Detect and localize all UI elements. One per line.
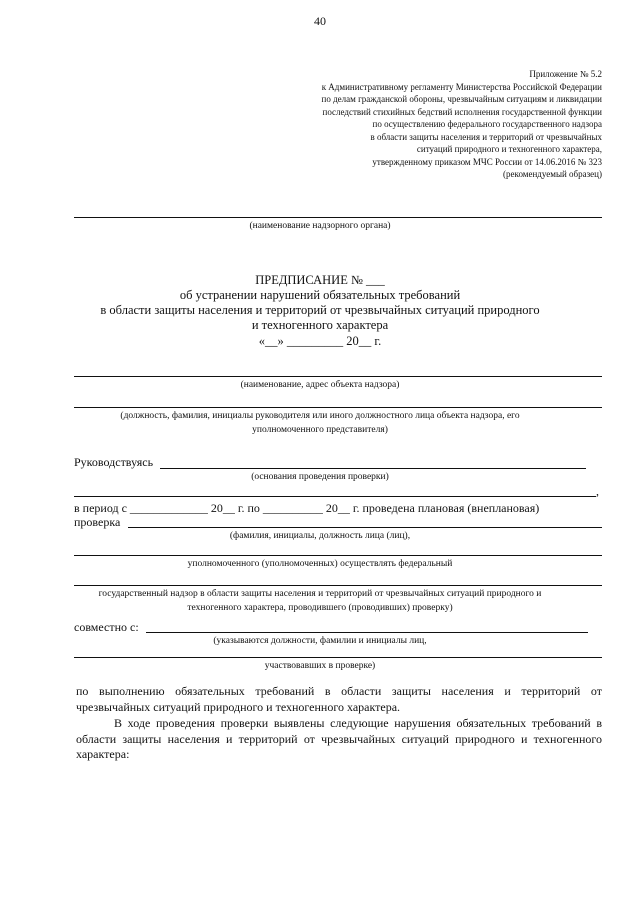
title-subject: об устранении нарушений обязательных требований [179,288,461,302]
appendix-line: по осуществлению федерального государственного надзора [372,119,602,129]
period-text: в период с _____________ 20__ г. по __________ 20__ г. проведена плановая (внеплановая) [74,501,540,515]
appendix-line: ситуаций природного и техногенного характера, [416,144,602,154]
authority-line [74,217,602,218]
participants-caption: (указываются должности, фамилии и инициалы лиц, [213,636,427,646]
supervision-caption-2: техногенного характера, проводившего (проводивших) проверку) [187,603,453,613]
title-subject-2: в области защиты населения и территорий от чрезвычайных ситуаций природного [100,303,540,317]
appendix-header [322,68,602,181]
grounds-comma: , [596,484,599,498]
supervision-caption: государственный надзор в области защиты населения и территорий от чрезвычайных ситуаций природного и [98,589,542,599]
inspector-caption: (фамилия, инициалы, должность лица (лиц), [229,531,411,541]
body-text [76,684,602,763]
document-title: ПРЕДПИСАНИЕ № ___ [255,273,385,287]
authority-caption: (наименование надзорного органа) [249,221,391,231]
jointly-label: совместно с: [74,620,139,634]
title-subject-3: и техногенного характера [251,318,389,332]
appendix-line: к Административному регламенту Министерства Российской Федерации [321,81,602,92]
participants-line [74,657,602,658]
page-number: 40 [314,14,326,28]
appendix-sample-note: (рекомендуемый образец) [503,169,602,179]
check-label: проверка [74,515,121,529]
object-caption: (наименование, адрес объекта надзора) [240,380,400,390]
jointly-line [146,632,588,633]
official-caption: (должность, фамилия, инициалы руководителя или иного должностного лица объекта надзора, его [120,411,520,421]
grounds-line-2 [74,496,596,497]
appendix-line: последствий стихийных бедствий исполнения государственной функции [322,106,602,117]
document-date: «__» _________ 20__ г. [258,334,382,348]
authorized-caption: уполномоченного (уполномоченных) осуществлять федеральный [187,559,453,569]
body-paragraph-2: В ходе проведения проверки выявлены следующие нарушения обязательных требований в области защиты населения и территорий от чрезвычайных ситуаций природного и техногенного характера: [76,716,602,761]
body-paragraph-1: по выполнению обязательных требований в области защиты населения и территорий от чрезвычайных ситуаций природного и техногенного характера. [76,684,602,714]
official-line [74,407,602,408]
supervision-line [74,585,602,586]
inspector-line [128,527,602,528]
appendix-line: в области защиты населения и территорий от чрезвычайных [370,131,602,142]
guided-label: Руководствуясь [74,455,154,469]
appendix-line: по делам гражданской обороны, чрезвычайным ситуациям и ликвидации [321,94,602,104]
participants-caption-2: участвовавших в проверке) [264,661,376,671]
grounds-caption: (основания проведения проверки) [251,472,389,482]
guided-line [160,468,586,469]
appendix-line: утвержденному приказом МЧС России от 14.06.2016 № 323 [372,156,602,167]
appendix-number: Приложение № 5.2 [529,69,602,79]
authorized-line [74,555,602,556]
object-line [74,376,602,377]
official-caption-2: уполномоченного представителя) [252,425,388,435]
